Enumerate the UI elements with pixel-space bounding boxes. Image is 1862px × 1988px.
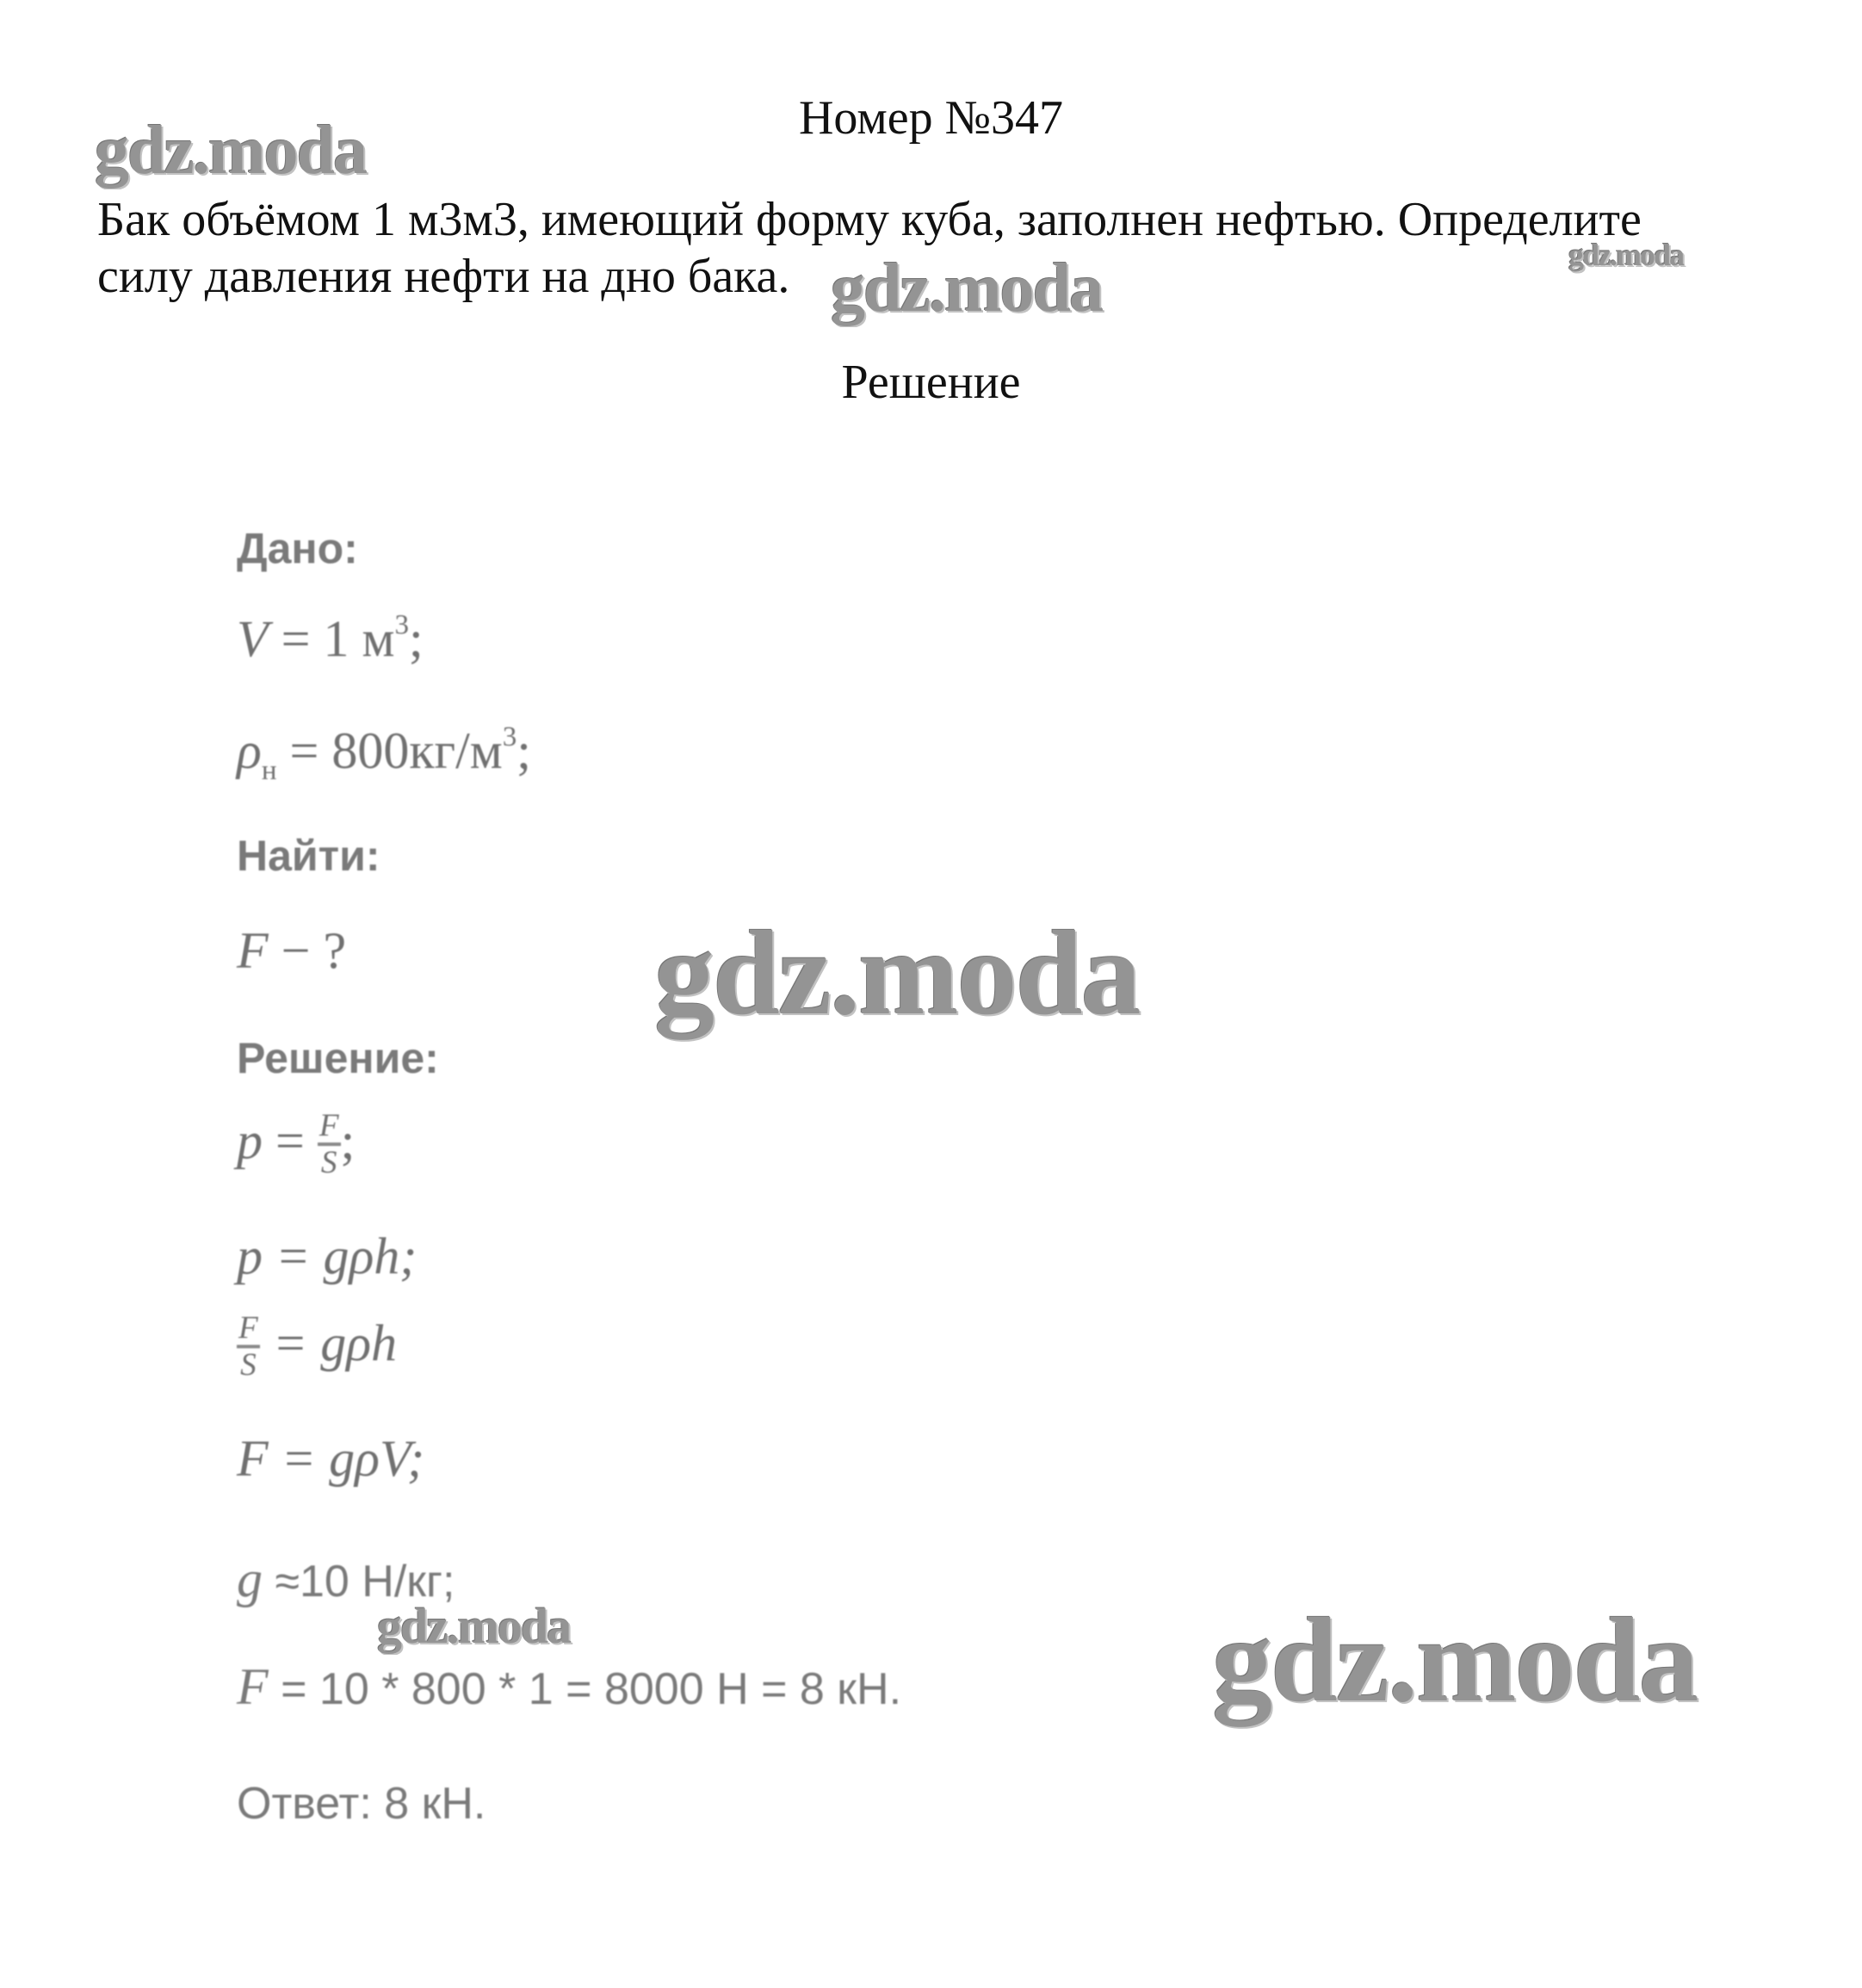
eq4-lhs: F [237,1430,269,1487]
volume-value: = 1 м [268,610,395,667]
solution-heading: Решение [841,356,1021,409]
equation-pressure-force [237,1108,356,1181]
density-subscript: н [261,755,277,786]
eq3-fraction [237,1311,260,1382]
eq1-lhs: p [237,1112,263,1169]
watermark-bottom-right: gdz.moda [1212,1594,1698,1727]
watermark-bottom-left: gdz.moda [377,1598,571,1654]
eq2-rest: = gρh; [263,1228,418,1285]
density-symbol: ρ [237,722,262,779]
find-expression [237,921,346,981]
eq1-numerator: F [318,1109,341,1146]
volume-symbol: V [237,610,269,667]
eq1-fraction [318,1109,341,1180]
density-exponent: 3 [502,722,517,753]
watermark-top-right-small: gdz.moda [1568,238,1684,272]
task-line-2: силу давления нефти на дно бака. [97,250,790,303]
find-label: Найти: [237,832,380,880]
equation-combined [237,1310,398,1384]
given-volume [237,610,424,669]
calc-rest: = 10 * 800 * 1 = 8000 Н = 8 кН. [268,1664,902,1714]
solution-label: Решение: [237,1034,439,1082]
eq2-lhs: p [237,1228,263,1285]
density-end: ; [517,722,531,779]
find-variable: F [237,922,269,979]
answer: Ответ: 8 кН. [237,1779,486,1829]
given-density [237,722,531,787]
eq1-equals: = [263,1112,318,1169]
watermark-top-left: gdz.moda [95,113,367,189]
gravity-rest: ≈10 Н/кг; [263,1557,455,1607]
equation-force [237,1429,424,1489]
eq1-end: ; [340,1112,356,1169]
calc-variable: F [237,1658,269,1715]
watermark-top-center: gdz.moda [831,251,1103,326]
page-title: Номер №347 [798,91,1064,145]
eq1-denominator: S [320,1145,337,1181]
eq4-rest: = gρV; [268,1430,425,1487]
equation-hydrostatic [237,1227,417,1286]
find-rest: − ? [268,922,347,979]
eq3-numerator: F [237,1311,260,1348]
watermark-center: gdz.moda [654,907,1140,1040]
gravity-symbol: g [237,1551,263,1607]
eq3-rest: = gρh [259,1314,398,1372]
volume-end: ; [408,610,424,667]
eq3-denominator: S [240,1347,257,1384]
given-label: Дано: [237,524,358,573]
density-value: = 800кг/м [276,722,503,779]
calculation [237,1657,901,1717]
volume-exponent: 3 [394,610,409,641]
task-line-1: Бак объёмом 1 м3м3, имеющий форму куба, заполнен нефтью. Определите [97,193,1642,246]
